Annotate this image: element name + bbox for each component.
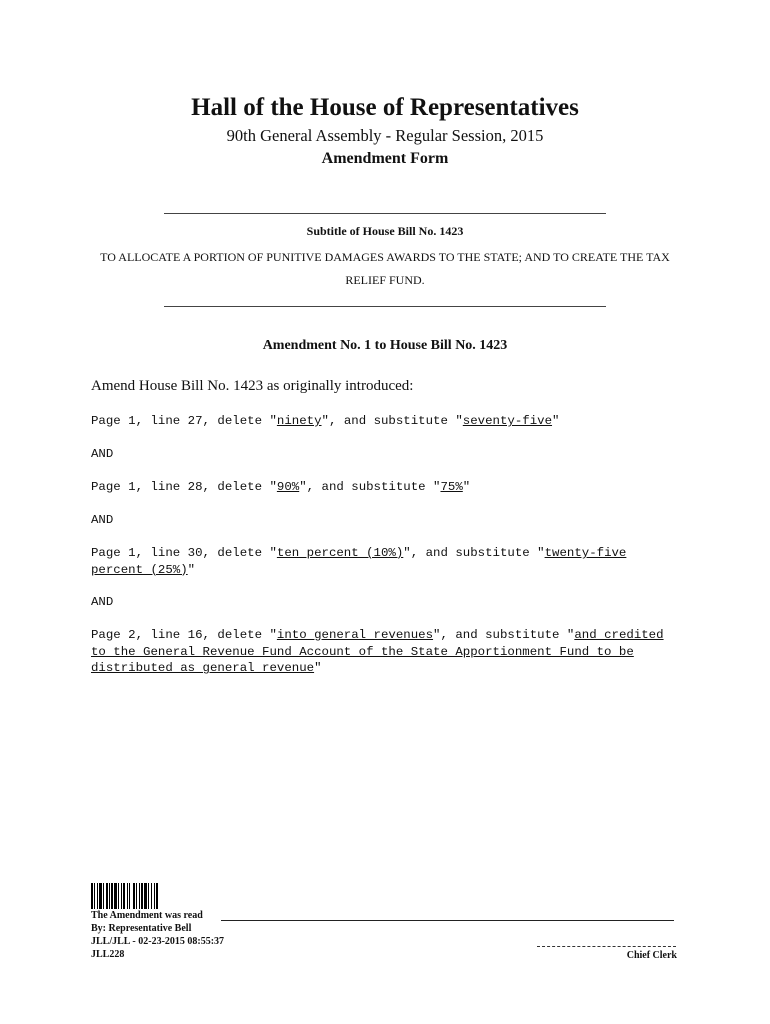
clerk-label: Chief Clerk xyxy=(626,950,677,961)
edit-middle: ", and substitute " xyxy=(321,414,463,428)
deleted-text: 90% xyxy=(276,480,300,494)
and-separator: AND xyxy=(91,513,114,527)
page-title: Hall of the House of Representatives xyxy=(191,94,579,121)
amendment-heading: Amendment No. 1 to House Bill No. 1423 xyxy=(262,338,508,353)
edit-prefix: Page 1, line 28, delete " xyxy=(91,480,277,494)
amendment-edit-3 xyxy=(91,545,691,578)
form-name: Amendment Form xyxy=(321,150,449,167)
barcode-icon xyxy=(91,883,181,909)
and-separator: AND xyxy=(91,595,114,609)
subtitle-label: Subtitle of House Bill No. 1423 xyxy=(306,224,464,238)
amendment-edit-1 xyxy=(91,413,691,430)
deleted-text: into general revenues xyxy=(276,628,434,642)
edit-prefix: Page 2, line 16, delete " xyxy=(91,628,277,642)
drafter-code: JLL/JLL - 02-23-2015 08:55:37 xyxy=(91,936,225,947)
edit-suffix: " xyxy=(187,562,196,577)
document-id: JLL228 xyxy=(91,949,125,960)
divider-top xyxy=(164,213,606,214)
edit-suffix: " xyxy=(462,480,471,494)
substituted-text: seventy-five xyxy=(462,414,553,428)
edit-middle: ", and substitute " xyxy=(433,628,575,642)
substituted-text: twenty-five percent (25%) xyxy=(91,546,627,577)
edit-suffix: " xyxy=(314,661,322,675)
sponsor-line: By: Representative Bell xyxy=(91,923,192,934)
amendment-edit-4 xyxy=(91,627,691,677)
and-separator: AND xyxy=(91,447,114,461)
amendment-read-label: The Amendment was read xyxy=(91,910,203,921)
amendment-edit-2 xyxy=(91,479,691,496)
deleted-text: ninety xyxy=(276,414,322,428)
clerk-signature-line xyxy=(537,946,676,947)
read-signature-line xyxy=(221,920,674,921)
deleted-text: ten percent (10%) xyxy=(276,546,404,560)
substituted-text: and credited to the General Revenue Fund Account of the State Apportionment Fund to be distributed as general revenue xyxy=(91,628,664,675)
divider-bottom xyxy=(164,306,606,307)
substituted-text: 75% xyxy=(440,480,463,494)
subtitle-text: TO ALLOCATE A PORTION OF PUNITIVE DAMAGES AWARDS TO THE STATE; AND TO CREATE THE TAX RELIEF FUND. xyxy=(100,250,670,287)
edit-suffix: " xyxy=(552,414,560,428)
session-line: 90th General Assembly - Regular Session, 2015 xyxy=(226,126,544,145)
edit-prefix: Page 1, line 30, delete " xyxy=(91,546,277,560)
edit-prefix: Page 1, line 27, delete " xyxy=(91,414,277,428)
edit-middle: ", and substitute " xyxy=(299,480,441,494)
amendment-intro: Amend House Bill No. 1423 as originally introduced: xyxy=(91,378,414,394)
edit-middle: ", and substitute " xyxy=(403,546,545,560)
